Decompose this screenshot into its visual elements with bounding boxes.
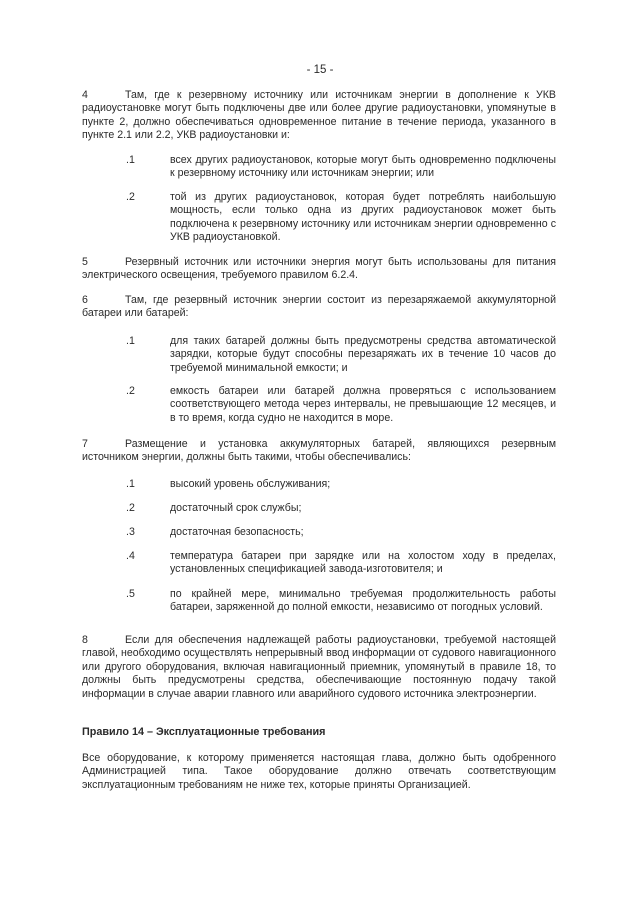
item-text: высокий уровень обслуживания; [170,478,331,490]
list-item-7-4 [126,550,556,577]
paragraph-text: Резервный источник или источники энергия могут быть использованы для питания электрического освещения, требуемого правилом 6.2.4. [82,256,556,282]
item-text: всех других радиоустановок, которые могут быть одновременно подключены к резервному источнику или источникам энергии; или [170,154,556,180]
paragraph-text: Если для обеспечения надлежащей работы радиоустановки, требуемой настоящей главой, необходимо осуществлять непрерывный ввод информации от судового навигационного или другого оборудования, включая навигационный приемник, упомянутый в правиле 18, то должны быть предусмотрены средства, обеспечивающие постоянную подачу такой информации в случае аварии главного или аварийного судового источника электроэнергии. [82,634,556,700]
paragraph-number: 8 [82,634,88,646]
page-number: - 15 - [306,64,334,76]
item-number: .5 [126,588,135,600]
paragraph-number: 4 [82,89,88,101]
paragraph-4 [82,89,556,143]
list-item-4-2 [126,191,556,245]
item-text: температура батареи при зарядке или на холостом ходу в пределах, установленных спецификацией завода-изготовителя; и [170,550,556,576]
rule-14-paragraph: Все оборудование, к которому применяется настоящая глава, должно быть одобренного Администрацией типа. Такое оборудование должно отвечать соответствующим эксплуатационным требованиям не ниже тех, которые приняты Организацией. [82,752,556,791]
item-text: для таких батарей должны быть предусмотрены средства автоматической зарядки, которые будут способны перезаряжать их в течение 10 часов до требуемой минимальной емкости; и [170,335,556,374]
paragraph-text: Размещение и установка аккумуляторных батарей, являющихся резервным источником энергии, должны быть такими, чтобы обеспечивались: [82,438,556,464]
list-item-7-5 [126,588,556,615]
item-number: .2 [126,385,135,397]
list-item-6-2 [126,385,556,425]
rule-14-heading: Правило 14 – Эксплуатационные требования [82,726,326,738]
paragraph-number: 6 [82,294,88,306]
item-number: .1 [126,478,135,490]
paragraph-5 [82,256,556,283]
item-text: достаточный срок службы; [170,502,302,514]
item-number: .1 [126,154,135,166]
item-text: емкость батареи или батарей должна проверяться с использованием соответствующего метода через интервалы, не превышающие 12 месяцев, и в то время, когда судно не находится в море. [170,385,556,424]
paragraph-text: Там, где к резервному источнику или источникам энергии в дополнение к УКВ радиоустановке могут быть подключены две или более другие радиоустановки, упомянутые в пункте 2, должно обеспечиваться одновременное питание в течение периода, указанного в пункте 2.1 или 2.2, УКВ радиоустановки и: [82,89,556,142]
item-number: .3 [126,526,135,538]
paragraph-6 [82,294,556,321]
paragraph-number: 7 [82,438,88,450]
item-text: достаточная безопасность; [170,526,304,538]
item-number: .4 [126,550,135,562]
paragraph-number: 5 [82,256,88,268]
item-number: .2 [126,502,135,514]
paragraph-8 [82,634,556,701]
item-number: .1 [126,335,135,347]
item-number: .2 [126,191,135,203]
paragraph-7 [82,438,556,465]
paragraph-text: Там, где резервный источник энергии состоит из перезаряжаемой аккумуляторной батареи или батарей: [82,294,556,320]
list-item-4-1 [126,154,556,181]
list-item-7-1 [126,478,556,491]
item-text: той из других радиоустановок, которая будет потреблять наибольшую мощность, если только одна из других радиоустановок может быть подключена к резервному источнику или источникам энергии одновременно с УКВ радиоустановкой. [170,191,556,244]
list-item-7-2 [126,502,556,515]
item-text: по крайней мере, минимально требуемая продолжительность работы батареи, заряженной до полной емкости, независимо от погодных условий. [170,588,556,614]
list-item-6-1 [126,335,556,375]
list-item-7-3 [126,526,556,539]
